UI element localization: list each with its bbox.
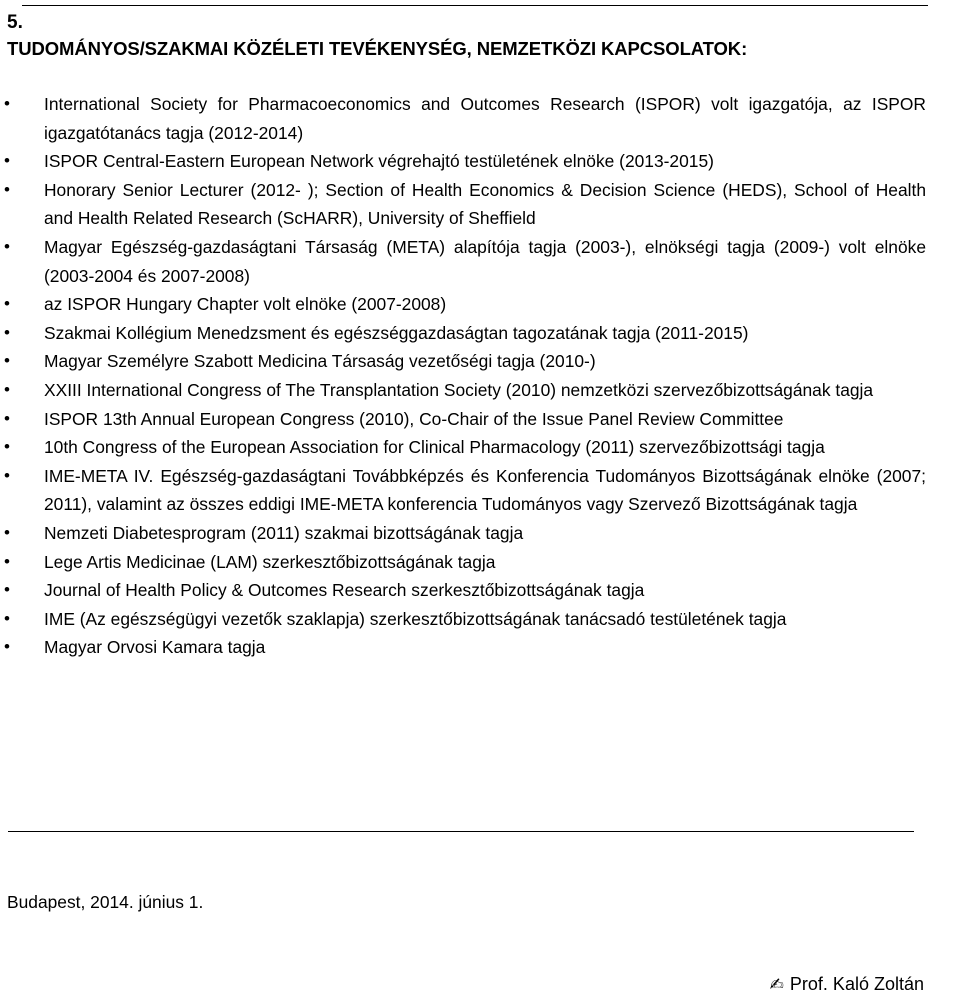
bullet-icon: • [4, 551, 10, 571]
list-item-text: Magyar Orvosi Kamara tagja [44, 637, 266, 658]
list-item-text: az ISPOR Hungary Chapter volt elnöke (2007-2008) [44, 294, 447, 315]
bullet-icon: • [4, 637, 10, 657]
list-item [0, 176, 926, 233]
top-divider [22, 5, 928, 6]
bullet-icon: • [4, 408, 10, 428]
bullet-icon: • [4, 379, 10, 399]
place-date: Budapest, 2014. június 1. [7, 892, 204, 912]
bullet-icon: • [4, 608, 10, 628]
section-title: TUDOMÁNYOS/SZAKMAI KÖZÉLETI TEVÉKENYSÉG, NEMZETKÖZI KAPCSOLATOK: [7, 38, 748, 59]
activity-list [0, 90, 960, 662]
list-item [0, 376, 926, 405]
bullet-icon: • [4, 294, 10, 314]
list-item-text: Magyar Személyre Szabott Medicina Társaság vezetőségi tagja (2010-) [44, 351, 596, 372]
bullet-icon: • [4, 351, 10, 371]
bullet-icon: • [4, 94, 10, 113]
signature [770, 972, 924, 997]
list-item-text: 10th Congress of the European Association for Clinical Pharmacology (2011) szervezőbizottsági tagja [44, 437, 825, 458]
list-item [0, 233, 926, 290]
list-item [0, 90, 926, 147]
list-item-text: Lege Artis Medicinae (LAM) szerkesztőbizottságának tagja [44, 551, 496, 572]
list-item-text: ISPOR Central-Eastern European Network végrehajtó testületének elnöke (2013-2015) [44, 151, 714, 172]
list-item-text: Nemzeti Diabetesprogram (2011) szakmai bizottságának tagja [44, 522, 524, 543]
section-number: 5. [7, 12, 23, 33]
list-item [0, 605, 926, 634]
list-item [0, 290, 926, 319]
list-item-text: Szakmai Kollégium Menedzsment és egészséggazdaságtan tagozatának tagja (2011-2015) [44, 322, 749, 343]
list-item-text: ISPOR 13th Annual European Congress (2010), Co-Chair of the Issue Panel Review Committee [44, 408, 784, 429]
list-item-text: XXIII International Congress of The Transplantation Society (2010) nemzetközi szervezőbizottságának tagja [44, 379, 874, 400]
list-item [0, 519, 926, 548]
list-item [0, 347, 926, 376]
signature-divider [8, 831, 914, 832]
list-item [0, 147, 926, 176]
list-item-text: Journal of Health Policy & Outcomes Research szerkesztőbizottságának tagja [44, 580, 645, 601]
list-item [0, 405, 926, 434]
bullet-icon: • [4, 179, 10, 199]
list-item-text: IME-META IV. Egészség-gazdaságtani Továbbképzés és Konferencia Tudományos Bizottságának elnöke (2007; 2011), valamint az összes eddigi IME-META konferencia Tudományos vagy Szervező Bizottságának tagja [44, 465, 926, 515]
list-item [0, 576, 926, 605]
list-item [0, 319, 926, 348]
list-item [0, 633, 926, 662]
list-item-text: International Society for Pharmacoeconomics and Outcomes Research (ISPOR) volt igazgatója, az ISPOR igazgatótanács tagja (2012-2014) [44, 94, 926, 143]
bullet-icon: • [4, 236, 10, 256]
bullet-icon: • [4, 437, 10, 457]
pen-icon: ✍ [769, 975, 784, 995]
bullet-icon: • [4, 522, 10, 542]
signature-name: Prof. Kaló Zoltán [789, 974, 924, 994]
bullet-icon: • [4, 465, 10, 485]
list-item [0, 548, 926, 577]
bullet-icon: • [4, 151, 10, 171]
list-item-text: IME (Az egészségügyi vezetők szaklapja) szerkesztőbizottságának tanácsadó testületének tagja [44, 608, 787, 629]
list-item [0, 433, 926, 462]
bullet-icon: • [4, 580, 10, 600]
list-item [0, 462, 926, 519]
list-item-text: Honorary Senior Lecturer (2012- ); Section of Health Economics & Decision Science (HEDS), School of Health and Health Related Research (ScHARR), University of Sheffield [44, 179, 926, 229]
bullet-icon: • [4, 322, 10, 342]
list-item-text: Magyar Egészség-gazdaságtani Társaság (META) alapítója tagja (2003-), elnökségi tagja (2009-) volt elnöke (2003-2004 és 2007-2008) [44, 236, 926, 286]
